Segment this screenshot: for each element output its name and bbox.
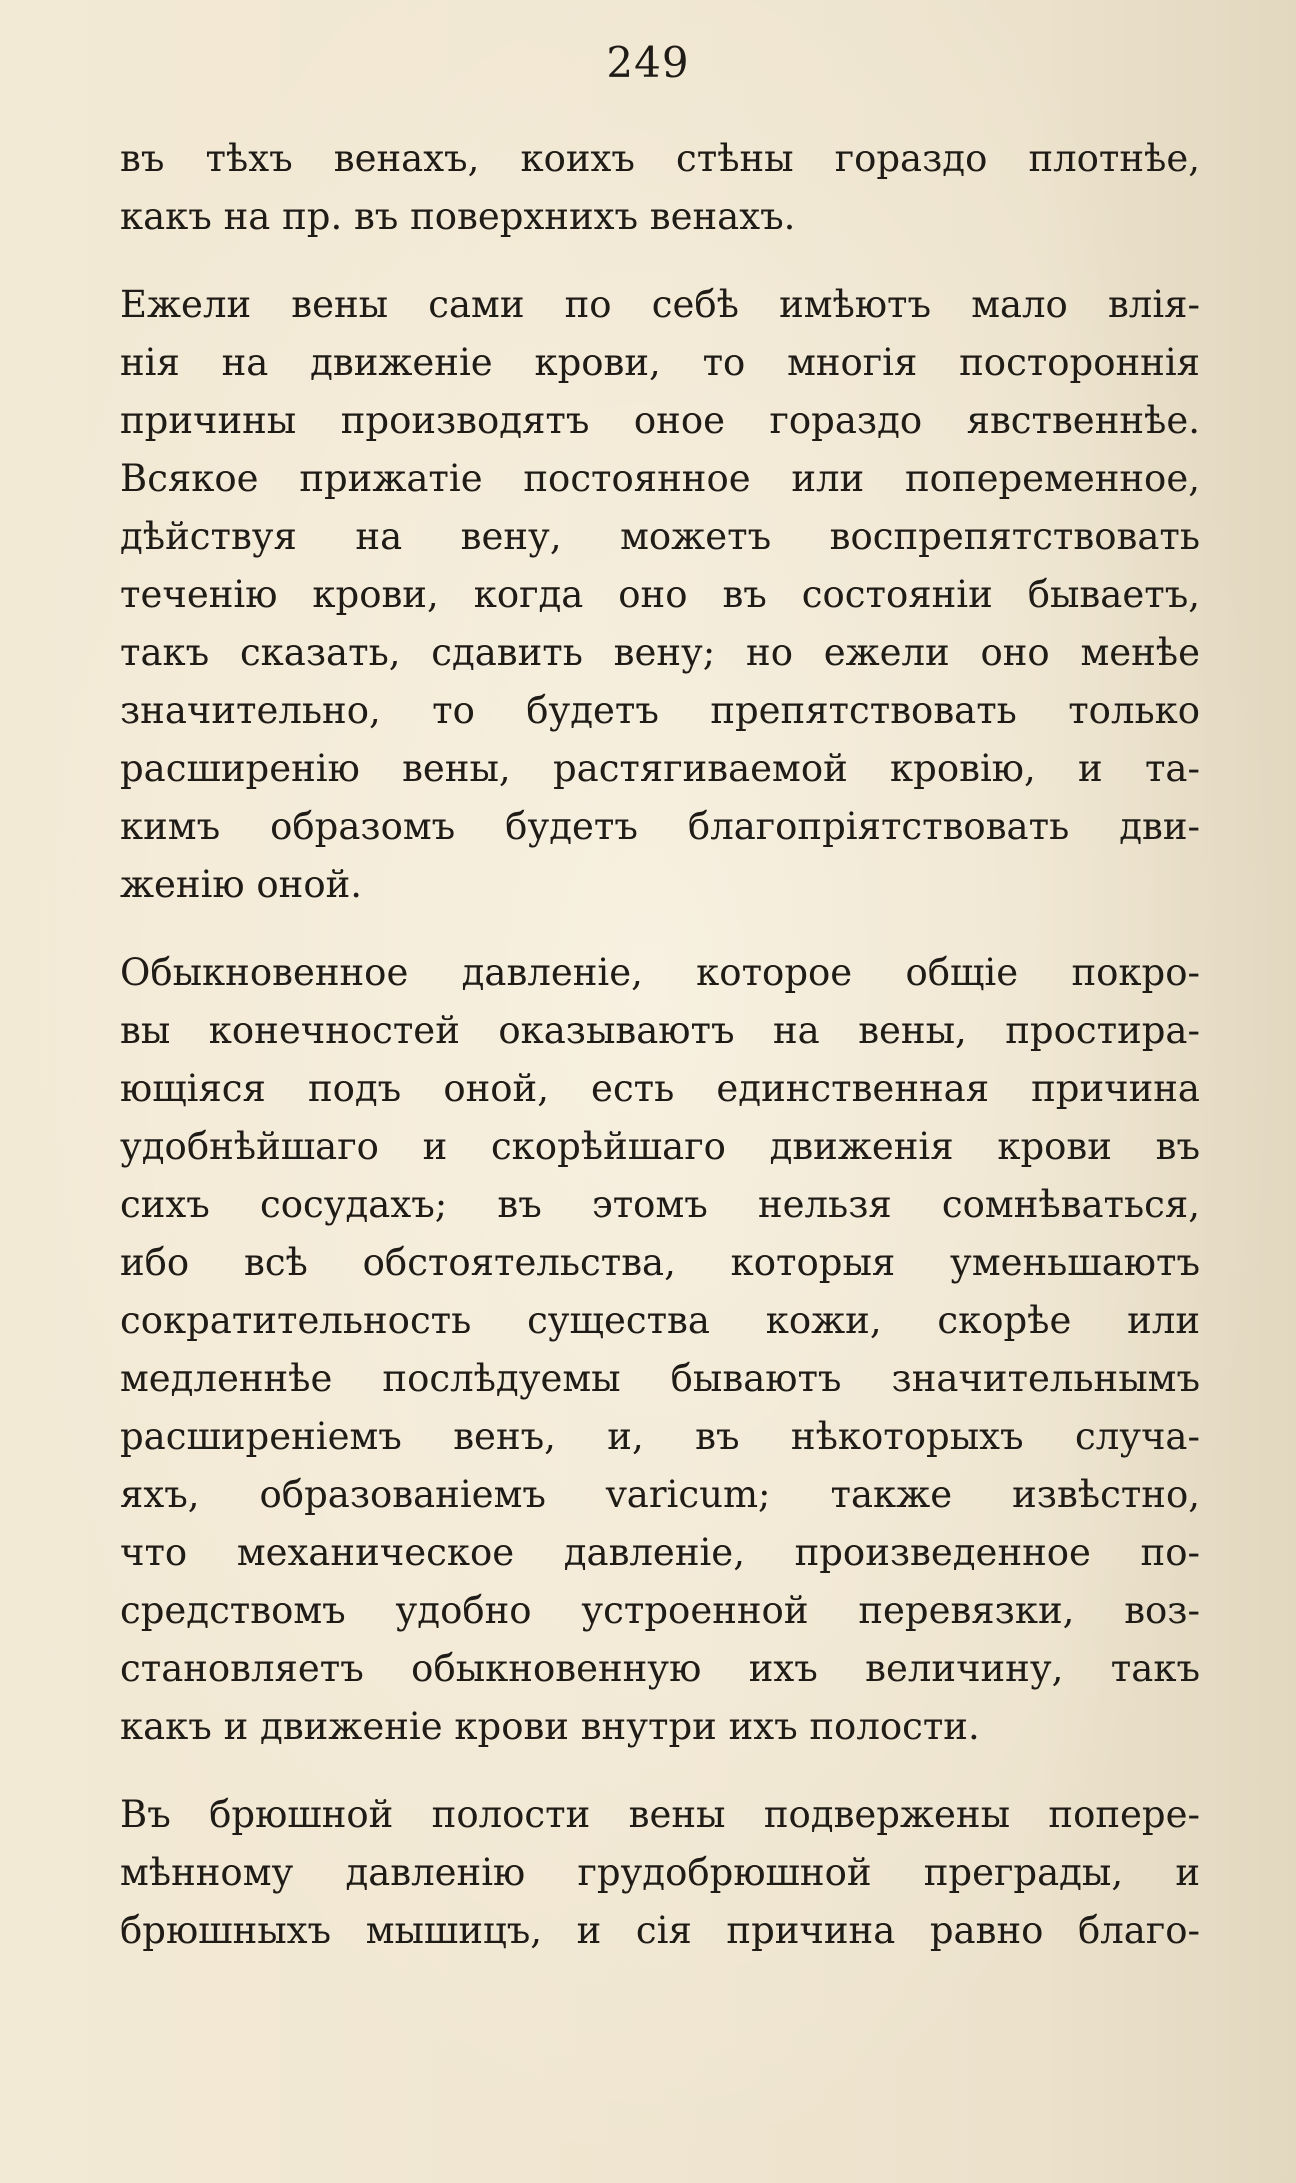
text-line: ибо всѣ обстоятельства, которыя уменьшаютъ — [120, 1241, 1200, 1284]
paragraph-2 — [120, 276, 1200, 914]
text-line: яхъ, образованіемъ varicum; также извѣстно, — [120, 1473, 1200, 1516]
text-line: что механическое давленіе, произведенное по- — [120, 1531, 1200, 1574]
text-line: сократительность существа кожи, скорѣе или — [120, 1299, 1200, 1342]
text-line: Обыкновенное давленіе, которое общіе покро- — [120, 951, 1200, 994]
text-line: Ежели вены сами по себѣ имѣютъ мало влія- — [120, 283, 1200, 326]
text-line: брюшныхъ мышицъ, и сія причина равно благо- — [120, 1909, 1200, 1952]
body-text — [120, 130, 1200, 1960]
text-line: Въ брюшной полости вены подвержены попере- — [120, 1793, 1200, 1836]
text-line: расширеніемъ венъ, и, въ нѣкоторыхъ случа- — [120, 1415, 1200, 1458]
paragraph-1 — [120, 130, 1200, 246]
text-line: какъ и движеніе крови внутри ихъ полости. — [120, 1705, 980, 1748]
page-number: 249 — [606, 38, 690, 87]
text-line: какъ на пр. въ поверхнихъ венахъ. — [120, 195, 796, 238]
text-line: становляетъ обыкновенную ихъ величину, такъ — [120, 1647, 1200, 1690]
text-line: медленнѣе послѣдуемы бываютъ значительнымъ — [120, 1357, 1200, 1400]
text-line: дѣйствуя на вену, можетъ воспрепятствовать — [120, 515, 1200, 558]
paragraph-4 — [120, 1786, 1200, 1960]
text-line: вы конечностей оказываютъ на вены, простира- — [120, 1009, 1200, 1052]
text-line: Всякое прижатіе постоянное или попеременное, — [120, 457, 1200, 500]
text-line: въ тѣхъ венахъ, коихъ стѣны гораздо плотнѣе, — [120, 137, 1200, 180]
text-line: причины производятъ оное гораздо явственнѣе. — [120, 399, 1200, 442]
text-line: ющіяся подъ оной, есть единственная причина — [120, 1067, 1200, 1110]
text-line: женію оной. — [120, 863, 363, 906]
text-line: такъ сказать, сдавить вену; но ежели оно менѣе — [120, 631, 1200, 674]
text-line: теченію крови, когда оно въ состояніи бываетъ, — [120, 573, 1200, 616]
text-line: мѣнному давленію грудобрюшной преграды, и — [120, 1851, 1200, 1894]
text-line: кимъ образомъ будетъ благопріятствовать дви- — [120, 805, 1200, 848]
text-line: расширенію вены, растягиваемой кровію, и та- — [120, 747, 1200, 790]
paragraph-3 — [120, 944, 1200, 1756]
text-line: сихъ сосудахъ; въ этомъ нельзя сомнѣваться, — [120, 1183, 1200, 1226]
text-line: значительно, то будетъ препятствовать только — [120, 689, 1200, 732]
text-line: средствомъ удобно устроенной перевязки, воз- — [120, 1589, 1200, 1632]
text-line: удобнѣйшаго и скорѣйшаго движенія крови въ — [120, 1125, 1200, 1168]
text-line: нія на движеніе крови, то многія постороннія — [120, 341, 1200, 384]
